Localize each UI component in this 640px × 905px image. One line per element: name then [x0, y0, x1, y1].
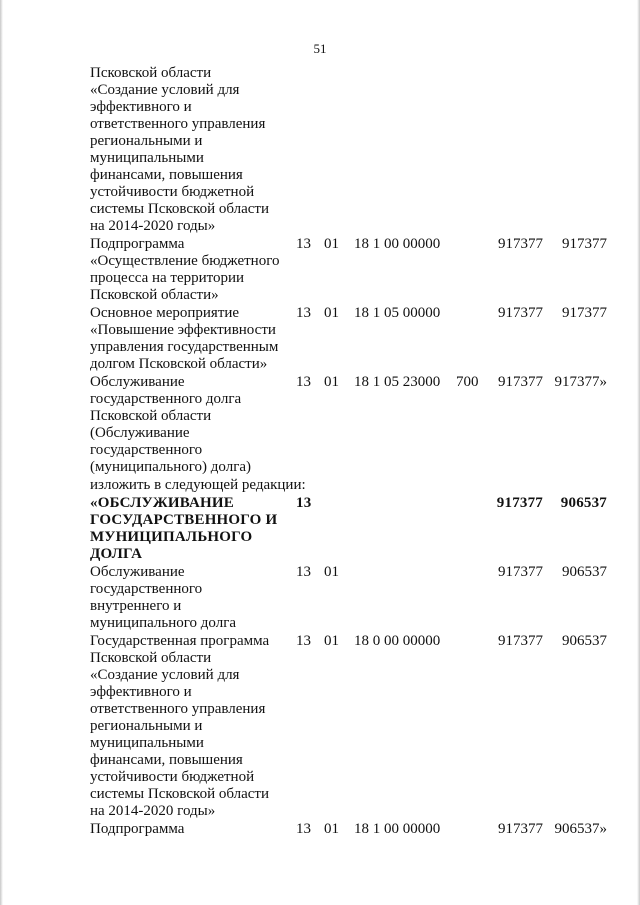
subsection-code: 01 — [324, 633, 339, 649]
table-row — [0, 564, 640, 632]
amount-year2: 917377» — [554, 374, 607, 390]
target-article-code: 18 1 05 00000 — [354, 305, 441, 321]
amount-year1: 917377 — [498, 374, 543, 390]
section-code: 13 — [296, 236, 311, 252]
row-name: Подпрограмма «Осуществление бюджетного процесса на территории Псковской области» — [90, 236, 280, 303]
section-code: 13 — [296, 374, 311, 390]
row-name: «ОБСЛУЖИВАНИЕ ГОСУДАРСТВЕННОГО И МУНИЦИПАЛЬНОГО ДОЛГА — [90, 495, 278, 562]
page-number: 51 — [313, 41, 327, 56]
target-article-code: 18 0 00 00000 — [354, 633, 441, 649]
table-row — [0, 65, 640, 235]
row-name: Подпрограмма — [90, 821, 185, 837]
section-code: 13 — [296, 564, 311, 580]
amount-year2: 906537 — [562, 564, 607, 580]
amount-year2: 906537» — [554, 821, 607, 837]
table-row — [0, 374, 640, 476]
table-row — [0, 305, 640, 373]
amendment-instruction: изложить в следующей редакции: — [90, 477, 306, 493]
target-article-code: 18 1 00 00000 — [354, 236, 441, 252]
subsection-code: 01 — [324, 564, 339, 580]
row-name: Обслуживание государственного долга Псковской области (Обслуживание государственного (муниципального) долга) — [90, 374, 252, 475]
target-article-code: 18 1 05 23000 — [354, 374, 441, 390]
amount-year1: 917377 — [498, 633, 543, 649]
subsection-code: 01 — [324, 236, 339, 252]
amount-year1: 917377 — [498, 821, 543, 837]
amount-year2: 917377 — [562, 305, 607, 321]
target-article-code: 18 1 00 00000 — [354, 821, 441, 837]
budget-table — [0, 65, 640, 838]
subsection-code: 01 — [324, 821, 339, 837]
row-name: Государственная программа Псковской области «Создание условий для эффективного и ответственного управления региональными и муниципальными финансами, повышения устойчивости бюджетной системы Псковской области на 2014-2020 годы» — [90, 633, 270, 819]
section-code: 13 — [296, 633, 311, 649]
row-name: Псковской области «Создание условий для эффективного и ответственного управления региональными и муниципальными финансами, повышения устойчивости бюджетной системы Псковской области на 2014-2020 годы» — [90, 65, 269, 234]
amount-year1: 917377 — [498, 305, 543, 321]
row-name: Основное мероприятие «Повышение эффективности управления государственным долгом Псковской области» — [90, 305, 279, 372]
subsection-code: 01 — [324, 305, 339, 321]
amount-year1: 917377 — [498, 236, 543, 252]
table-row — [0, 821, 640, 838]
section-code: 13 — [296, 495, 312, 511]
table-row — [0, 477, 640, 494]
amount-year2: 906537 — [560, 495, 607, 511]
table-row — [0, 633, 640, 820]
amount-year1: 917377 — [498, 564, 543, 580]
subsection-code: 01 — [324, 374, 339, 390]
amount-year2: 917377 — [562, 236, 607, 252]
section-code: 13 — [296, 821, 311, 837]
row-name: Обслуживание государственного внутреннего и муниципального долга — [90, 564, 237, 631]
table-row-section-heading — [0, 495, 640, 563]
amount-year1: 917377 — [496, 495, 543, 511]
section-code: 13 — [296, 305, 311, 321]
expense-kind-code: 700 — [456, 374, 479, 390]
table-row — [0, 236, 640, 304]
amount-year2: 906537 — [562, 633, 607, 649]
